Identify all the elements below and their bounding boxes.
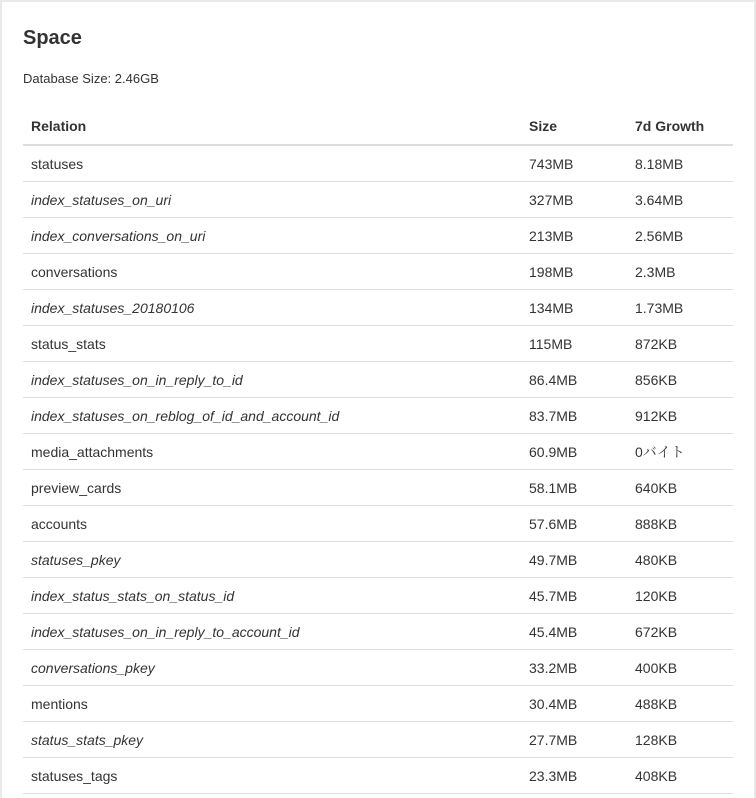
relation-growth: 2.3MB — [627, 254, 733, 290]
relation-size: 45.4MB — [521, 614, 627, 650]
relation-size: 45.7MB — [521, 578, 627, 614]
relation-name: index_statuses_on_reblog_of_id_and_account_id — [23, 398, 521, 434]
page-title: Space — [23, 27, 82, 49]
relation-size: 33.2MB — [521, 650, 627, 686]
relation-size: 198MB — [521, 254, 627, 290]
table-body — [23, 145, 733, 794]
relation-name: media_attachments — [23, 434, 521, 470]
space-panel — [2, 2, 754, 798]
table-row — [23, 470, 733, 506]
relation-growth: 672KB — [627, 614, 733, 650]
relation-growth: 872KB — [627, 326, 733, 362]
relation-size: 60.9MB — [521, 434, 627, 470]
relation-growth: 480KB — [627, 542, 733, 578]
table-row — [23, 182, 733, 218]
relation-growth: 120KB — [627, 578, 733, 614]
relation-size: 57.6MB — [521, 506, 627, 542]
relation-growth: 488KB — [627, 686, 733, 722]
table-row — [23, 398, 733, 434]
relation-growth: 128KB — [627, 722, 733, 758]
table-row — [23, 145, 733, 182]
table-row — [23, 434, 733, 470]
relation-growth: 640KB — [627, 470, 733, 506]
relation-size: 213MB — [521, 218, 627, 254]
relation-name: index_status_stats_on_status_id — [23, 578, 521, 614]
relation-size: 115MB — [521, 326, 627, 362]
relation-growth: 408KB — [627, 758, 733, 794]
relation-growth: 0バイト — [627, 434, 733, 470]
relation-name: index_conversations_on_uri — [23, 218, 521, 254]
relation-growth: 912KB — [627, 398, 733, 434]
relation-growth: 856KB — [627, 362, 733, 398]
relation-growth: 400KB — [627, 650, 733, 686]
table-row — [23, 614, 733, 650]
relation-name: index_statuses_on_uri — [23, 182, 521, 218]
table-row — [23, 290, 733, 326]
relation-size: 30.4MB — [521, 686, 627, 722]
header-relation: Relation — [23, 108, 521, 145]
header-growth: 7d Growth — [627, 108, 733, 145]
table-row — [23, 686, 733, 722]
relation-name: index_statuses_on_in_reply_to_id — [23, 362, 521, 398]
relation-size: 49.7MB — [521, 542, 627, 578]
relation-size: 23.3MB — [521, 758, 627, 794]
table-row — [23, 650, 733, 686]
header-size: Size — [521, 108, 627, 145]
relation-name: index_statuses_on_in_reply_to_account_id — [23, 614, 521, 650]
table-row — [23, 542, 733, 578]
relation-size: 327MB — [521, 182, 627, 218]
relation-name: mentions — [23, 686, 521, 722]
relation-name: preview_cards — [23, 470, 521, 506]
relation-size: 27.7MB — [521, 722, 627, 758]
relations-table — [23, 108, 733, 794]
relation-size: 58.1MB — [521, 470, 627, 506]
relation-growth: 1.73MB — [627, 290, 733, 326]
relation-growth: 8.18MB — [627, 145, 733, 182]
relation-name: status_stats — [23, 326, 521, 362]
relation-name: index_statuses_20180106 — [23, 290, 521, 326]
relation-name: conversations — [23, 254, 521, 290]
table-header-row — [23, 108, 733, 145]
relation-name: accounts — [23, 506, 521, 542]
relation-size: 83.7MB — [521, 398, 627, 434]
relation-growth: 3.64MB — [627, 182, 733, 218]
table-row — [23, 722, 733, 758]
relation-growth: 888KB — [627, 506, 733, 542]
relation-name: statuses_pkey — [23, 542, 521, 578]
table-row — [23, 506, 733, 542]
table-row — [23, 254, 733, 290]
table-row — [23, 362, 733, 398]
relation-growth: 2.56MB — [627, 218, 733, 254]
relation-name: conversations_pkey — [23, 650, 521, 686]
table-row — [23, 758, 733, 794]
relation-name: statuses — [23, 145, 521, 182]
database-size: Database Size: 2.46GB — [23, 71, 159, 86]
relation-size: 86.4MB — [521, 362, 627, 398]
relation-size: 743MB — [521, 145, 627, 182]
relation-name: status_stats_pkey — [23, 722, 521, 758]
table-row — [23, 326, 733, 362]
relation-name: statuses_tags — [23, 758, 521, 794]
relation-size: 134MB — [521, 290, 627, 326]
table-row — [23, 218, 733, 254]
table-row — [23, 578, 733, 614]
